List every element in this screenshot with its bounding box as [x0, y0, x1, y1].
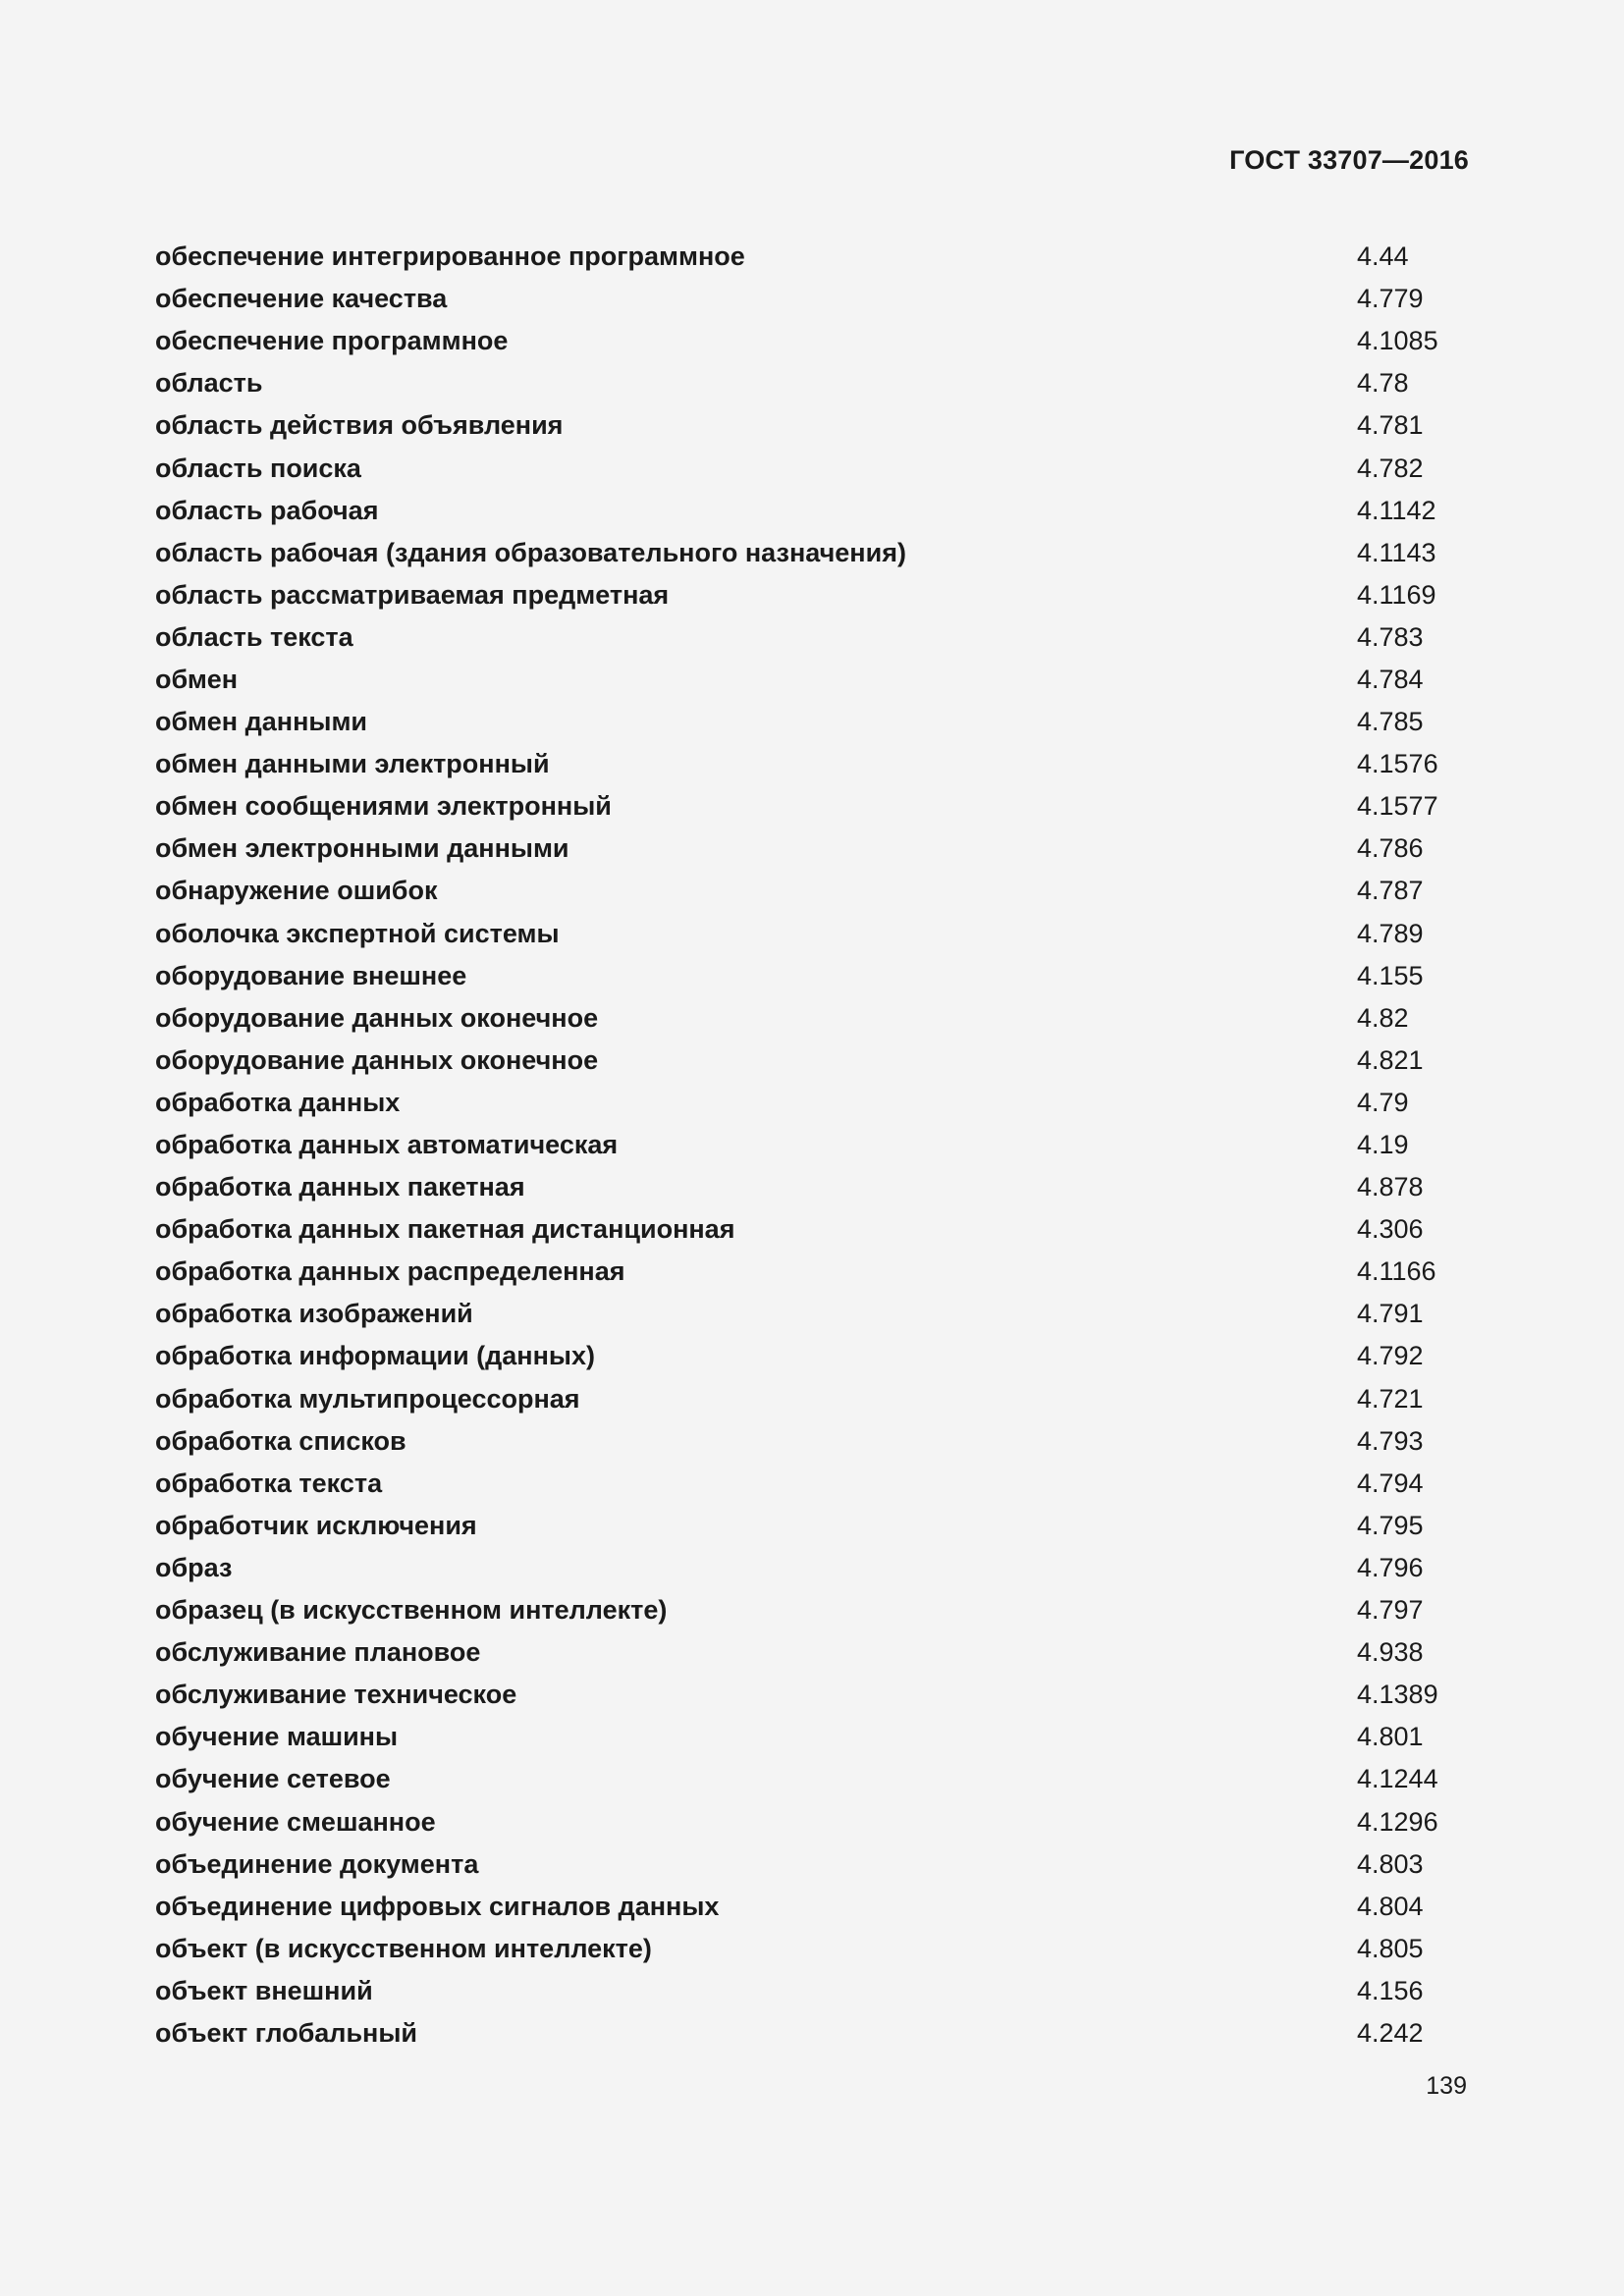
- index-reference: 4.306: [1357, 1214, 1424, 1245]
- index-row: [155, 1843, 1469, 1886]
- index-term: обучение сетевое: [155, 1764, 391, 1794]
- index-term: область: [155, 368, 263, 399]
- index-term: объединение цифровых сигналов данных: [155, 1891, 720, 1921]
- index-term: обмен сообщениями электронный: [155, 791, 612, 822]
- index-reference: 4.1169: [1357, 579, 1436, 610]
- index-reference: 4.782: [1357, 453, 1424, 483]
- index-row: [155, 743, 1469, 785]
- index-reference: 4.19: [1357, 1130, 1409, 1160]
- index-reference: 4.821: [1357, 1044, 1424, 1075]
- index-row: [155, 1463, 1469, 1505]
- index-reference: 4.721: [1357, 1383, 1424, 1414]
- index-term: обмен электронными данными: [155, 833, 569, 864]
- index-term: обработка данных: [155, 1087, 401, 1117]
- index-row: [155, 236, 1469, 278]
- index-row: [155, 1251, 1469, 1293]
- index-row: [155, 490, 1469, 532]
- index-reference: 4.44: [1357, 241, 1409, 272]
- index-row: [155, 1589, 1469, 1631]
- index-row: [155, 659, 1469, 701]
- index-reference: 4.1577: [1357, 791, 1438, 822]
- index-term: обработка данных автоматическая: [155, 1130, 619, 1160]
- index-term: область поиска: [155, 453, 361, 483]
- index-reference: 4.785: [1357, 707, 1424, 737]
- index-row: [155, 1716, 1469, 1758]
- index-term: область рабочая (здания образовательного назначения): [155, 537, 906, 567]
- index-row: [155, 404, 1469, 447]
- index-row: [155, 1928, 1469, 1970]
- index-row: [155, 828, 1469, 870]
- index-term: обслуживание плановое: [155, 1637, 481, 1668]
- index-reference: 4.801: [1357, 1722, 1424, 1752]
- index-term: область текста: [155, 621, 353, 652]
- index-term: обработка мультипроцессорная: [155, 1383, 580, 1414]
- index-row: [155, 1040, 1469, 1082]
- index-reference: 4.1142: [1357, 495, 1436, 525]
- index-row: [155, 1124, 1469, 1166]
- index-term: обучение машины: [155, 1722, 399, 1752]
- index-reference: 4.79: [1357, 1087, 1409, 1117]
- index-reference: 4.1389: [1357, 1680, 1438, 1710]
- index-row: [155, 2012, 1469, 2055]
- index-reference: 4.803: [1357, 1848, 1424, 1879]
- index-term: объект глобальный: [155, 2017, 418, 2048]
- index-row: [155, 1631, 1469, 1674]
- index-row: [155, 1505, 1469, 1547]
- index-reference: 4.1166: [1357, 1256, 1436, 1287]
- index-row: [155, 574, 1469, 616]
- index-row: [155, 278, 1469, 320]
- index-reference: 4.786: [1357, 833, 1424, 864]
- index-term: оборудование данных оконечное: [155, 1002, 599, 1033]
- index-term: оборудование данных оконечное: [155, 1044, 599, 1075]
- index-row: [155, 955, 1469, 997]
- index-term: обработчик исключения: [155, 1510, 477, 1540]
- index-reference: 4.1296: [1357, 1806, 1438, 1837]
- index-reference: 4.791: [1357, 1299, 1424, 1329]
- index-reference: 4.793: [1357, 1425, 1424, 1456]
- index-reference: 4.1576: [1357, 749, 1438, 779]
- index-row: [155, 1674, 1469, 1716]
- index-reference: 4.779: [1357, 284, 1424, 314]
- index-reference: 4.794: [1357, 1468, 1424, 1498]
- index-reference: 4.787: [1357, 876, 1424, 906]
- index-row: [155, 701, 1469, 743]
- index-reference: 4.805: [1357, 1933, 1424, 1963]
- index-list: [155, 236, 1469, 2055]
- index-reference: 4.78: [1357, 368, 1409, 399]
- index-term: обеспечение качества: [155, 284, 448, 314]
- index-row: [155, 1758, 1469, 1800]
- index-term: обмен данными: [155, 707, 368, 737]
- index-row: [155, 1378, 1469, 1420]
- index-reference: 4.796: [1357, 1552, 1424, 1582]
- index-term: обработка списков: [155, 1425, 406, 1456]
- index-row: [155, 1082, 1469, 1124]
- index-row: [155, 616, 1469, 659]
- index-row: [155, 447, 1469, 489]
- index-term: образец (в искусственном интеллекте): [155, 1595, 668, 1626]
- index-reference: 4.804: [1357, 1891, 1424, 1921]
- index-row: [155, 1293, 1469, 1335]
- page-number: 139: [1426, 2072, 1467, 2100]
- index-row: [155, 1208, 1469, 1251]
- index-reference: 4.155: [1357, 960, 1424, 990]
- index-term: обработка изображений: [155, 1299, 473, 1329]
- index-reference: 4.784: [1357, 664, 1424, 694]
- index-term: обнаружение ошибок: [155, 876, 438, 906]
- index-reference: 4.792: [1357, 1341, 1424, 1371]
- index-term: объект внешний: [155, 1975, 373, 2005]
- index-row: [155, 1970, 1469, 2012]
- index-row: [155, 320, 1469, 362]
- index-row: [155, 362, 1469, 404]
- index-reference: 4.82: [1357, 1002, 1409, 1033]
- index-reference: 4.781: [1357, 410, 1424, 441]
- index-row: [155, 870, 1469, 912]
- index-term: объединение документа: [155, 1848, 479, 1879]
- index-term: область рабочая: [155, 495, 379, 525]
- index-term: обмен: [155, 664, 239, 694]
- index-term: обработка текста: [155, 1468, 383, 1498]
- index-reference: 4.783: [1357, 621, 1424, 652]
- index-row: [155, 1886, 1469, 1928]
- index-term: обмен данными электронный: [155, 749, 550, 779]
- index-row: [155, 1335, 1469, 1377]
- index-reference: 4.938: [1357, 1637, 1424, 1668]
- index-term: обработка данных распределенная: [155, 1256, 625, 1287]
- index-reference: 4.789: [1357, 918, 1424, 948]
- index-row: [155, 1166, 1469, 1208]
- index-row: [155, 785, 1469, 828]
- index-row: [155, 1547, 1469, 1589]
- index-reference: 4.795: [1357, 1510, 1424, 1540]
- index-term: область действия объявления: [155, 410, 564, 441]
- index-term: обработка данных пакетная: [155, 1172, 525, 1202]
- index-term: обслуживание техническое: [155, 1680, 517, 1710]
- index-term: область рассматриваемая предметная: [155, 579, 670, 610]
- index-term: объект (в искусственном интеллекте): [155, 1933, 652, 1963]
- index-reference: 4.878: [1357, 1172, 1424, 1202]
- index-reference: 4.1085: [1357, 326, 1438, 356]
- index-row: [155, 532, 1469, 574]
- index-reference: 4.1143: [1357, 537, 1436, 567]
- index-row: [155, 997, 1469, 1040]
- index-term: обеспечение интегрированное программное: [155, 241, 745, 272]
- index-term: обработка информации (данных): [155, 1341, 595, 1371]
- index-term: образ: [155, 1552, 233, 1582]
- index-term: обработка данных пакетная дистанционная: [155, 1214, 735, 1245]
- index-term: оборудование внешнее: [155, 960, 467, 990]
- index-term: обучение смешанное: [155, 1806, 436, 1837]
- document-header: ГОСТ 33707—2016: [1229, 145, 1469, 175]
- index-reference: 4.242: [1357, 2017, 1424, 2048]
- index-reference: 4.156: [1357, 1975, 1424, 2005]
- index-row: [155, 1420, 1469, 1463]
- index-reference: 4.1244: [1357, 1764, 1438, 1794]
- index-term: оболочка экспертной системы: [155, 918, 560, 948]
- index-row: [155, 913, 1469, 955]
- index-reference: 4.797: [1357, 1595, 1424, 1626]
- index-row: [155, 1800, 1469, 1842]
- index-term: обеспечение программное: [155, 326, 509, 356]
